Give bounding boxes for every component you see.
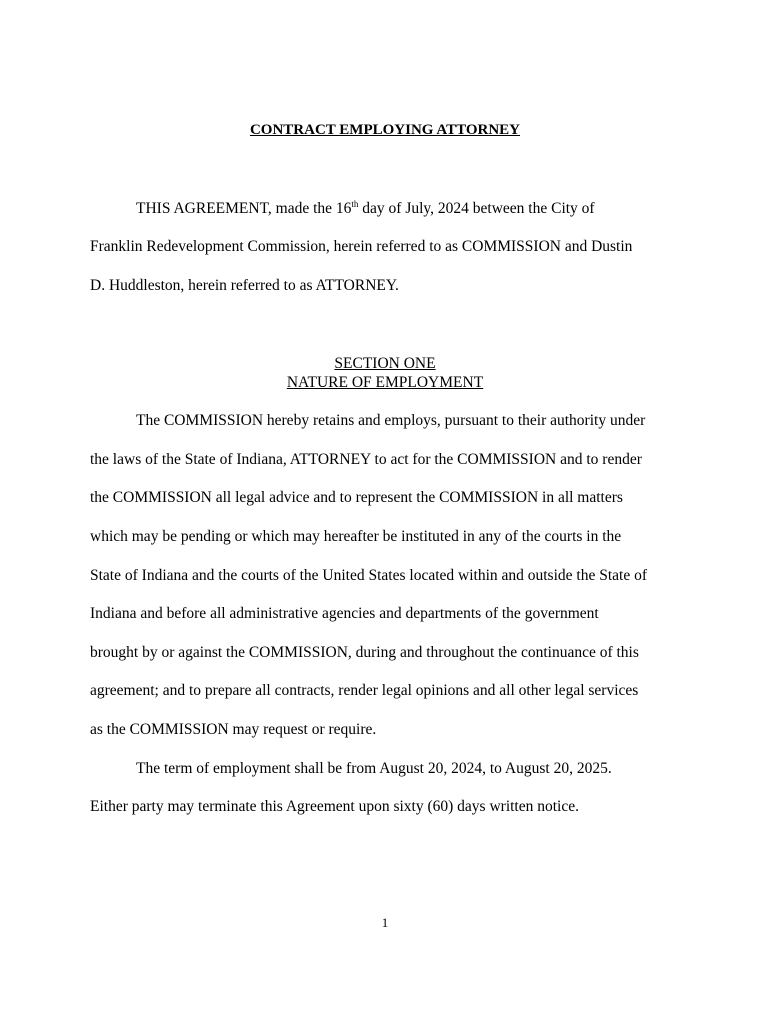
document-title: CONTRACT EMPLOYING ATTORNEY (249, 122, 521, 138)
page-number: 1 (381, 915, 389, 930)
ordinal-suffix: th (351, 199, 359, 209)
paragraph-1-line: State of Indiana and the courts of the United States located within and outside the State of (90, 567, 647, 584)
paragraph-2-line: The term of employment shall be from August 20, 2024, to August 20, 2025. (136, 760, 612, 777)
section-subheading: NATURE OF EMPLOYMENT (286, 374, 484, 391)
paragraph-1-line: as the COMMISSION may request or require. (90, 721, 377, 738)
intro-line-3: D. Huddleston, herein referred to as ATTORNEY. (90, 277, 399, 294)
intro-line-1-start: THIS AGREEMENT, made the 16 (136, 200, 352, 217)
paragraph-1-line: brought by or against the COMMISSION, during and throughout the continuance of this (90, 644, 639, 661)
paragraph-1-line: The COMMISSION hereby retains and employs, pursuant to their authority under (136, 412, 646, 429)
intro-line-1-end: day of July, 2024 between the City of (358, 200, 595, 217)
paragraph-1-line: the COMMISSION all legal advice and to represent the COMMISSION in all matters (90, 489, 623, 506)
paragraph-2-line: Either party may terminate this Agreement upon sixty (60) days written notice. (90, 798, 579, 815)
intro-line-1 (136, 200, 595, 218)
paragraph-1-line: which may be pending or which may hereafter be instituted in any of the courts in the (90, 528, 622, 545)
section-heading: SECTION ONE (334, 355, 436, 372)
paragraph-1-line: Indiana and before all administrative agencies and departments of the government (90, 605, 599, 622)
paragraph-1-line: the laws of the State of Indiana, ATTORNEY to act for the COMMISSION and to render (90, 451, 642, 468)
intro-line-2: Franklin Redevelopment Commission, herein referred to as COMMISSION and Dustin (90, 238, 633, 255)
paragraph-1-line: agreement; and to prepare all contracts, render legal opinions and all other legal services (90, 682, 639, 699)
